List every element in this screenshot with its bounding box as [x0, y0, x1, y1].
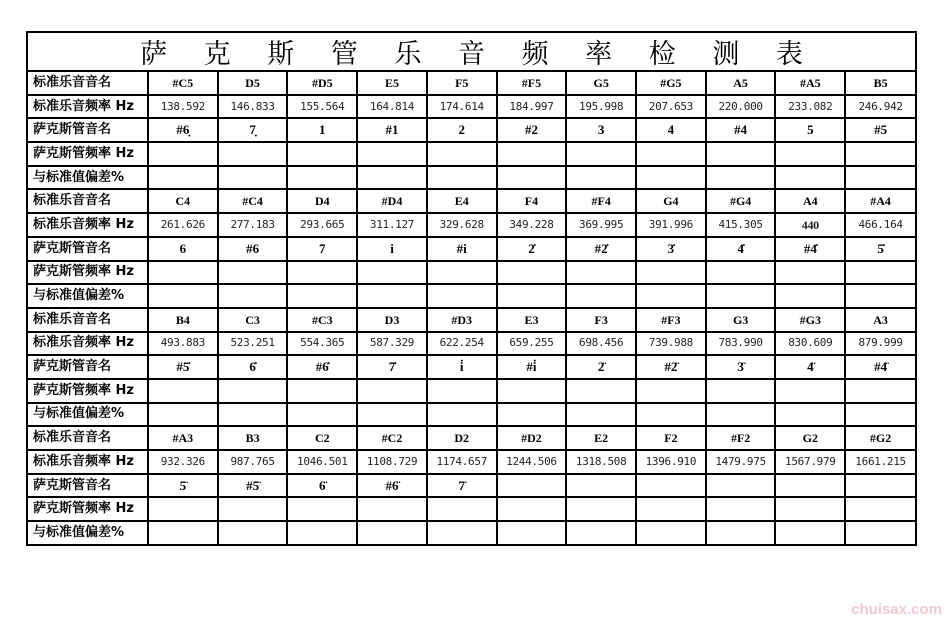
std-note-cell: #D4 [357, 189, 427, 213]
sax-note-cell: 6 [148, 237, 218, 261]
sax-freq-input-cell[interactable] [706, 497, 776, 521]
sax-freq-input-cell[interactable] [845, 261, 915, 285]
sax-note-cell: 5̈ [148, 474, 218, 498]
deviation-input-cell[interactable] [287, 284, 357, 308]
row-label: 标准乐音频率 Hz [28, 450, 148, 474]
std-note-cell: C3 [218, 308, 288, 332]
std-note-cell: B3 [218, 426, 288, 450]
deviation-input-cell[interactable] [287, 403, 357, 427]
sax-note-cell: 6̈ [287, 474, 357, 498]
sax-freq-input-cell[interactable] [357, 142, 427, 166]
sax-freq-input-cell[interactable] [427, 261, 497, 285]
std-note-cell: B4 [148, 308, 218, 332]
sax-freq-input-cell[interactable] [497, 379, 567, 403]
sax-note-cell: 7 [287, 237, 357, 261]
sax-freq-input-cell[interactable] [218, 497, 288, 521]
std-freq-cell: 220.000 [706, 95, 776, 119]
sax-freq-input-cell[interactable] [775, 261, 845, 285]
frequency-table-sheet [26, 31, 917, 546]
sax-note-cell [497, 474, 567, 498]
sax-note-cell [845, 474, 915, 498]
std-note-cell: G3 [706, 308, 776, 332]
row-label: 萨克斯管频率 Hz [28, 142, 148, 166]
sax-freq-row [28, 142, 915, 166]
sax-note-cell [566, 474, 636, 498]
std-note-cell: #G2 [845, 426, 915, 450]
std-freq-cell: 195.998 [566, 95, 636, 119]
deviation-input-cell[interactable] [218, 521, 288, 544]
std-note-cell: E5 [357, 72, 427, 95]
deviation-row [28, 166, 915, 190]
std-freq-row [28, 95, 915, 119]
sax-note-cell: 7̈ [427, 474, 497, 498]
sax-note-cell: #5̈ [218, 474, 288, 498]
std-freq-cell: 311.127 [357, 213, 427, 237]
sax-note-cell: #5̇ [148, 355, 218, 379]
row-label: 标准乐音音名 [28, 308, 148, 332]
sax-freq-input-cell[interactable] [566, 497, 636, 521]
deviation-input-cell[interactable] [845, 403, 915, 427]
sax-note-cell: #2 [497, 118, 567, 142]
std-note-cell: G4 [636, 189, 706, 213]
std-freq-cell: 184.997 [497, 95, 567, 119]
sax-freq-input-cell[interactable] [357, 379, 427, 403]
sax-freq-input-cell[interactable] [706, 379, 776, 403]
std-freq-cell: 523.251 [218, 332, 288, 356]
std-note-cell: #C2 [357, 426, 427, 450]
row-label: 标准乐音音名 [28, 189, 148, 213]
deviation-input-cell[interactable] [427, 521, 497, 544]
std-freq-cell: 493.883 [148, 332, 218, 356]
row-label: 萨克斯管频率 Hz [28, 261, 148, 285]
deviation-input-cell[interactable] [148, 166, 218, 190]
row-label: 标准乐音频率 Hz [28, 95, 148, 119]
row-label: 与标准值偏差% [28, 166, 148, 190]
sax-note-cell: 7̣ [218, 118, 288, 142]
std-note-cell: F3 [566, 308, 636, 332]
sax-freq-input-cell[interactable] [566, 261, 636, 285]
sax-freq-input-cell[interactable] [636, 261, 706, 285]
row-label: 标准乐音音名 [28, 72, 148, 95]
sax-note-cell: #4̈ [845, 355, 915, 379]
std-freq-cell: 261.626 [148, 213, 218, 237]
sax-note-cell: 2̇ [497, 237, 567, 261]
deviation-input-cell[interactable] [775, 521, 845, 544]
std-note-row [28, 72, 915, 95]
sax-freq-input-cell[interactable] [218, 261, 288, 285]
std-note-cell: #C4 [218, 189, 288, 213]
std-freq-cell: 1567.979 [775, 450, 845, 474]
sax-freq-input-cell[interactable] [845, 497, 915, 521]
std-note-cell: #F3 [636, 308, 706, 332]
std-freq-cell: 466.164 [845, 213, 915, 237]
sax-note-cell: #6 [218, 237, 288, 261]
deviation-input-cell[interactable] [636, 166, 706, 190]
sax-note-cell: 5 [775, 118, 845, 142]
sax-freq-row [28, 261, 915, 285]
deviation-input-cell[interactable] [636, 284, 706, 308]
std-freq-cell: 783.990 [706, 332, 776, 356]
sax-freq-input-cell[interactable] [775, 142, 845, 166]
sax-freq-input-cell[interactable] [218, 142, 288, 166]
std-freq-cell: 246.942 [845, 95, 915, 119]
deviation-input-cell[interactable] [636, 403, 706, 427]
std-freq-cell: 879.999 [845, 332, 915, 356]
std-freq-row [28, 450, 915, 474]
sax-freq-row [28, 497, 915, 521]
std-freq-cell: 739.988 [636, 332, 706, 356]
std-freq-cell: 932.326 [148, 450, 218, 474]
deviation-input-cell[interactable] [775, 403, 845, 427]
std-freq-cell: 698.456 [566, 332, 636, 356]
deviation-input-cell[interactable] [845, 166, 915, 190]
sax-note-cell: i [357, 237, 427, 261]
sax-note-cell: #5 [845, 118, 915, 142]
std-note-cell: F5 [427, 72, 497, 95]
sax-freq-input-cell[interactable] [845, 142, 915, 166]
std-note-cell: #D5 [287, 72, 357, 95]
deviation-input-cell[interactable] [427, 166, 497, 190]
row-label: 与标准值偏差% [28, 403, 148, 427]
sax-freq-input-cell[interactable] [148, 379, 218, 403]
sax-note-cell [775, 474, 845, 498]
sax-note-cell: 6̇ [218, 355, 288, 379]
deviation-input-cell[interactable] [287, 166, 357, 190]
deviation-input-cell[interactable] [566, 403, 636, 427]
std-note-cell: A5 [706, 72, 776, 95]
sax-note-cell: 2̈ [566, 355, 636, 379]
std-note-cell: #D2 [497, 426, 567, 450]
deviation-input-cell[interactable] [706, 521, 776, 544]
std-note-cell: C2 [287, 426, 357, 450]
deviation-input-cell[interactable] [427, 403, 497, 427]
std-note-cell: F2 [636, 426, 706, 450]
std-note-cell: #G5 [636, 72, 706, 95]
row-label: 萨克斯管频率 Hz [28, 379, 148, 403]
deviation-input-cell[interactable] [706, 166, 776, 190]
std-freq-cell: 293.665 [287, 213, 357, 237]
sax-freq-input-cell[interactable] [497, 142, 567, 166]
std-note-cell: #G4 [706, 189, 776, 213]
sax-freq-input-cell[interactable] [357, 497, 427, 521]
std-note-cell: #A4 [845, 189, 915, 213]
std-freq-cell: 1479.975 [706, 450, 776, 474]
sax-freq-input-cell[interactable] [636, 142, 706, 166]
deviation-input-cell[interactable] [148, 284, 218, 308]
deviation-input-cell[interactable] [706, 403, 776, 427]
std-freq-cell: 1661.215 [845, 450, 915, 474]
sax-freq-input-cell[interactable] [427, 497, 497, 521]
std-note-cell: A3 [845, 308, 915, 332]
std-freq-cell: 659.255 [497, 332, 567, 356]
deviation-input-cell[interactable] [497, 403, 567, 427]
row-label: 萨克斯管音名 [28, 355, 148, 379]
deviation-input-cell[interactable] [566, 166, 636, 190]
row-label: 与标准值偏差% [28, 284, 148, 308]
row-label: 与标准值偏差% [28, 521, 148, 544]
watermark: chuisax.com [851, 601, 942, 618]
sax-freq-input-cell[interactable] [566, 142, 636, 166]
deviation-input-cell[interactable] [636, 521, 706, 544]
sax-note-cell: 3̈ [706, 355, 776, 379]
std-note-cell: C4 [148, 189, 218, 213]
std-freq-cell: 554.365 [287, 332, 357, 356]
std-freq-cell: 174.614 [427, 95, 497, 119]
sax-note-cell: #i [427, 237, 497, 261]
row-label: 萨克斯管音名 [28, 474, 148, 498]
deviation-row [28, 403, 915, 427]
sax-note-cell: 5̇ [845, 237, 915, 261]
std-freq-cell: 349.228 [497, 213, 567, 237]
deviation-input-cell[interactable] [845, 521, 915, 544]
sax-note-cell [706, 474, 776, 498]
deviation-row [28, 521, 915, 544]
sax-note-cell: #4̇ [775, 237, 845, 261]
std-note-cell: B5 [845, 72, 915, 95]
std-note-cell: G5 [566, 72, 636, 95]
std-note-cell: #F2 [706, 426, 776, 450]
std-note-cell: #D3 [427, 308, 497, 332]
std-note-cell: F4 [497, 189, 567, 213]
deviation-input-cell[interactable] [357, 403, 427, 427]
title-row [28, 33, 915, 72]
sax-note-row [28, 118, 915, 142]
std-freq-cell: 415.305 [706, 213, 776, 237]
std-freq-cell: 622.254 [427, 332, 497, 356]
sax-freq-input-cell[interactable] [775, 497, 845, 521]
std-freq-cell: 1318.508 [566, 450, 636, 474]
std-note-cell: #C3 [287, 308, 357, 332]
std-freq-cell: 1396.910 [636, 450, 706, 474]
sax-note-cell: 4̇ [706, 237, 776, 261]
deviation-input-cell[interactable] [497, 521, 567, 544]
deviation-input-cell[interactable] [357, 284, 427, 308]
std-freq-row [28, 213, 915, 237]
std-freq-cell: 830.609 [775, 332, 845, 356]
sax-freq-input-cell[interactable] [148, 497, 218, 521]
row-label: 标准乐音频率 Hz [28, 213, 148, 237]
deviation-input-cell[interactable] [357, 521, 427, 544]
sax-note-cell: 7̇ [357, 355, 427, 379]
std-freq-cell: 369.995 [566, 213, 636, 237]
deviation-input-cell[interactable] [148, 521, 218, 544]
sax-freq-input-cell[interactable] [287, 379, 357, 403]
std-freq-cell: 587.329 [357, 332, 427, 356]
row-label: 萨克斯管频率 Hz [28, 497, 148, 521]
sax-freq-input-cell[interactable] [566, 379, 636, 403]
std-freq-cell: 1046.501 [287, 450, 357, 474]
deviation-input-cell[interactable] [566, 521, 636, 544]
deviation-input-cell[interactable] [497, 284, 567, 308]
sax-freq-input-cell[interactable] [775, 379, 845, 403]
sax-freq-input-cell[interactable] [636, 379, 706, 403]
deviation-input-cell[interactable] [497, 166, 567, 190]
sax-note-row [28, 474, 915, 498]
std-note-row [28, 189, 915, 213]
std-note-cell: #G3 [775, 308, 845, 332]
sax-freq-input-cell[interactable] [497, 497, 567, 521]
std-freq-cell: 1108.729 [357, 450, 427, 474]
sax-freq-input-cell[interactable] [287, 261, 357, 285]
sax-freq-input-cell[interactable] [427, 379, 497, 403]
std-note-cell: #F5 [497, 72, 567, 95]
sax-note-row [28, 237, 915, 261]
std-note-row [28, 308, 915, 332]
sax-note-cell: 4̈ [775, 355, 845, 379]
std-freq-cell: 1174.657 [427, 450, 497, 474]
sax-note-cell: #2̇ [566, 237, 636, 261]
std-note-cell: D5 [218, 72, 288, 95]
sax-note-cell: 1 [287, 118, 357, 142]
deviation-input-cell[interactable] [845, 284, 915, 308]
sax-freq-input-cell[interactable] [287, 142, 357, 166]
deviation-input-cell[interactable] [566, 284, 636, 308]
sax-freq-input-cell[interactable] [218, 379, 288, 403]
sax-note-cell: #i̇ [497, 355, 567, 379]
sax-freq-row [28, 379, 915, 403]
row-label: 标准乐音频率 Hz [28, 332, 148, 356]
std-freq-cell: 138.592 [148, 95, 218, 119]
deviation-input-cell[interactable] [218, 284, 288, 308]
sax-note-cell: #6̇ [287, 355, 357, 379]
sax-freq-input-cell[interactable] [845, 379, 915, 403]
std-note-cell: E2 [566, 426, 636, 450]
std-freq-row [28, 332, 915, 356]
sax-note-cell: #1 [357, 118, 427, 142]
deviation-row [28, 284, 915, 308]
sax-note-cell: #6̣ [148, 118, 218, 142]
std-note-cell: #A5 [775, 72, 845, 95]
std-note-cell: D4 [287, 189, 357, 213]
sax-freq-input-cell[interactable] [706, 142, 776, 166]
sax-freq-input-cell[interactable] [357, 261, 427, 285]
std-note-cell: #C5 [148, 72, 218, 95]
std-note-cell: E3 [497, 308, 567, 332]
deviation-input-cell[interactable] [775, 284, 845, 308]
std-freq-cell: 233.082 [775, 95, 845, 119]
row-label: 萨克斯管音名 [28, 118, 148, 142]
sax-note-cell: 4 [636, 118, 706, 142]
deviation-input-cell[interactable] [357, 166, 427, 190]
std-note-cell: A4 [775, 189, 845, 213]
sax-note-row [28, 355, 915, 379]
std-note-row [28, 426, 915, 450]
sax-note-cell: #4 [706, 118, 776, 142]
sax-note-cell [636, 474, 706, 498]
std-freq-cell: 1244.506 [497, 450, 567, 474]
std-note-cell: D2 [427, 426, 497, 450]
std-note-cell: E4 [427, 189, 497, 213]
row-label: 标准乐音音名 [28, 426, 148, 450]
deviation-input-cell[interactable] [148, 403, 218, 427]
sax-freq-input-cell[interactable] [706, 261, 776, 285]
std-freq-cell: 329.628 [427, 213, 497, 237]
sax-freq-input-cell[interactable] [148, 142, 218, 166]
sax-freq-input-cell[interactable] [148, 261, 218, 285]
std-freq-cell: 391.996 [636, 213, 706, 237]
row-label: 萨克斯管音名 [28, 237, 148, 261]
sax-freq-input-cell[interactable] [427, 142, 497, 166]
sax-note-cell: 2 [427, 118, 497, 142]
sax-freq-input-cell[interactable] [287, 497, 357, 521]
std-note-cell: #A3 [148, 426, 218, 450]
deviation-input-cell[interactable] [706, 284, 776, 308]
sax-freq-input-cell[interactable] [636, 497, 706, 521]
std-freq-cell: 164.814 [357, 95, 427, 119]
frequency-grid [28, 72, 915, 544]
std-freq-cell: 277.183 [218, 213, 288, 237]
sax-note-cell: 3̇ [636, 237, 706, 261]
std-freq-cell: 146.833 [218, 95, 288, 119]
std-note-cell: D3 [357, 308, 427, 332]
page-title: 萨 克 斯 管 乐 音 频 率 检 测 表 [140, 39, 817, 70]
std-freq-cell: 207.653 [636, 95, 706, 119]
deviation-input-cell[interactable] [427, 284, 497, 308]
sax-note-cell: #6̈ [357, 474, 427, 498]
deviation-input-cell[interactable] [218, 403, 288, 427]
deviation-input-cell[interactable] [775, 166, 845, 190]
std-freq-cell: 155.564 [287, 95, 357, 119]
std-note-cell: G2 [775, 426, 845, 450]
sax-freq-input-cell[interactable] [497, 261, 567, 285]
sax-note-cell: #2̈ [636, 355, 706, 379]
std-freq-cell: 440 [775, 213, 845, 237]
std-freq-cell: 987.765 [218, 450, 288, 474]
deviation-input-cell[interactable] [287, 521, 357, 544]
deviation-input-cell[interactable] [218, 166, 288, 190]
std-note-cell: #F4 [566, 189, 636, 213]
sax-note-cell: 3 [566, 118, 636, 142]
sax-note-cell: i̇ [427, 355, 497, 379]
